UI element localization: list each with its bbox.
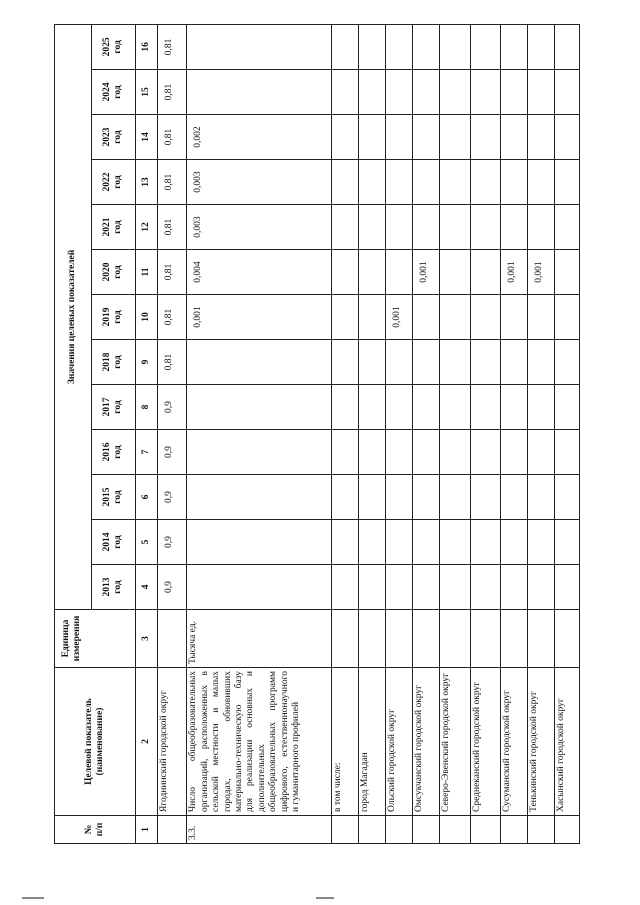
value-cell: 0,9 (158, 385, 187, 430)
value-cell (440, 295, 471, 340)
table-row (555, 24, 580, 843)
column-number: 16 (135, 24, 157, 69)
row-number: 3.3. (187, 816, 332, 844)
table-row (470, 24, 501, 843)
value-cell (528, 565, 555, 610)
row-number (359, 816, 386, 844)
table-row (413, 24, 440, 843)
value-cell (470, 430, 501, 475)
value-cell (528, 385, 555, 430)
value-cell (413, 520, 440, 565)
value-cell (386, 24, 413, 69)
header-year: 2022 год (91, 160, 135, 205)
value-cell (386, 115, 413, 160)
header-row-1 (55, 24, 92, 843)
value-cell (332, 385, 359, 430)
value-cell: 0,81 (158, 340, 187, 385)
column-number: 6 (135, 475, 157, 520)
indicators-table (54, 24, 580, 844)
value-cell (555, 295, 580, 340)
value-cell (470, 250, 501, 295)
value-cell (470, 475, 501, 520)
value-cell (187, 565, 332, 610)
value-cell (440, 160, 471, 205)
value-cell (501, 24, 528, 69)
value-cell (386, 250, 413, 295)
value-cell: 0,003 (187, 205, 332, 250)
column-number: 12 (135, 205, 157, 250)
unit-cell (528, 610, 555, 668)
value-cell (187, 385, 332, 430)
value-cell (413, 565, 440, 610)
value-cell (555, 520, 580, 565)
footer-mark-center (316, 897, 334, 899)
column-number: 4 (135, 565, 157, 610)
value-cell (332, 340, 359, 385)
value-cell: 0,9 (158, 520, 187, 565)
value-cell (555, 160, 580, 205)
value-cell (440, 565, 471, 610)
rotated-page (54, 24, 580, 844)
header-year: 2016 год (91, 430, 135, 475)
value-cell (359, 250, 386, 295)
value-cell (528, 340, 555, 385)
value-cell (187, 70, 332, 115)
value-cell: 0,002 (187, 115, 332, 160)
value-cell (528, 430, 555, 475)
value-cell: 0,81 (158, 115, 187, 160)
unit-cell (158, 610, 187, 668)
value-cell (528, 160, 555, 205)
header-year: 2015 год (91, 475, 135, 520)
value-cell (470, 24, 501, 69)
value-cell (528, 520, 555, 565)
value-cell (528, 205, 555, 250)
value-cell: 0,81 (158, 70, 187, 115)
column-number: 15 (135, 70, 157, 115)
value-cell (501, 520, 528, 565)
value-cell (501, 160, 528, 205)
value-cell: 0,81 (158, 250, 187, 295)
value-cell (413, 160, 440, 205)
unit-cell (470, 610, 501, 668)
value-cell (440, 520, 471, 565)
header-indicator: Целевой показатель (наименование) (55, 668, 136, 816)
value-cell (501, 70, 528, 115)
indicator-name: Среднеканский городской округ (470, 668, 501, 816)
value-cell (413, 295, 440, 340)
table-row (528, 24, 555, 843)
value-cell (332, 295, 359, 340)
indicator-name: Хасынский городской округ (555, 668, 580, 816)
indicator-name: Ягоднинский городской округ (158, 668, 187, 816)
header-year: 2021 год (91, 205, 135, 250)
value-cell (332, 520, 359, 565)
table-row (332, 24, 359, 843)
indicator-name: Ольский городской округ (386, 668, 413, 816)
row-number (470, 816, 501, 844)
table-row (158, 24, 187, 843)
header-year: 2013 год (91, 565, 135, 610)
column-number: 3 (135, 610, 157, 668)
value-cell (555, 250, 580, 295)
row-number (440, 816, 471, 844)
header-unit: Единица измерения (55, 610, 136, 668)
value-cell (332, 115, 359, 160)
column-number: 8 (135, 385, 157, 430)
value-cell: 0,001 (386, 295, 413, 340)
header-year: 2014 год (91, 520, 135, 565)
value-cell (359, 430, 386, 475)
unit-cell (386, 610, 413, 668)
value-cell (359, 205, 386, 250)
value-cell (528, 295, 555, 340)
indicator-name: Число общеобразовательных организаций, расположенных в сельской местности и малых городах, обновивших материально-техническую базу для реализации основных и дополнительных общеобразовательных программ цифрового, естественнонаучного и гуманитарного профилей (187, 668, 332, 816)
value-cell (528, 24, 555, 69)
value-cell (386, 340, 413, 385)
value-cell (332, 24, 359, 69)
unit-cell (555, 610, 580, 668)
header-year: 2017 год (91, 385, 135, 430)
row-number (413, 816, 440, 844)
column-number: 1 (135, 816, 157, 844)
value-cell (332, 430, 359, 475)
footer-mark-left (22, 897, 44, 899)
value-cell (470, 520, 501, 565)
table-row (359, 24, 386, 843)
value-cell (332, 205, 359, 250)
header-year: 2023 год (91, 115, 135, 160)
indicator-name: Северо-Эвенский городской округ (440, 668, 471, 816)
value-cell (332, 475, 359, 520)
value-cell (440, 385, 471, 430)
unit-cell (332, 610, 359, 668)
indicator-name: Омсукчанский городской округ (413, 668, 440, 816)
unit-cell (440, 610, 471, 668)
value-cell: 0,81 (158, 24, 187, 69)
header-year: 2024 год (91, 70, 135, 115)
column-number: 9 (135, 340, 157, 385)
value-cell (413, 70, 440, 115)
column-number: 7 (135, 430, 157, 475)
value-cell (528, 115, 555, 160)
value-cell (470, 385, 501, 430)
table-row (501, 24, 528, 843)
value-cell (555, 205, 580, 250)
value-cell (359, 520, 386, 565)
value-cell (440, 70, 471, 115)
value-cell (386, 160, 413, 205)
value-cell (413, 205, 440, 250)
value-cell (413, 385, 440, 430)
value-cell (555, 115, 580, 160)
value-cell (555, 475, 580, 520)
column-number: 13 (135, 160, 157, 205)
value-cell: 0,81 (158, 160, 187, 205)
value-cell (470, 160, 501, 205)
value-cell: 0,001 (187, 295, 332, 340)
value-cell (359, 565, 386, 610)
value-cell (501, 430, 528, 475)
row-number (501, 816, 528, 844)
value-cell: 0,001 (528, 250, 555, 295)
value-cell (555, 70, 580, 115)
table-row (187, 24, 332, 843)
value-cell (359, 160, 386, 205)
value-cell (501, 385, 528, 430)
header-num: № п/п (55, 816, 136, 844)
value-cell (359, 340, 386, 385)
table-row (440, 24, 471, 843)
value-cell (386, 205, 413, 250)
value-cell: 0,001 (501, 250, 528, 295)
value-cell (359, 70, 386, 115)
value-cell (359, 475, 386, 520)
value-cell (359, 115, 386, 160)
value-cell (470, 205, 501, 250)
value-cell (440, 430, 471, 475)
indicator-name: Сусуманский городской округ (501, 668, 528, 816)
header-values-group: Значения целевых показателей (55, 24, 92, 609)
value-cell (470, 340, 501, 385)
header-year: 2025 год (91, 24, 135, 69)
value-cell (440, 115, 471, 160)
value-cell (440, 475, 471, 520)
value-cell (359, 385, 386, 430)
value-cell (555, 24, 580, 69)
value-cell (187, 475, 332, 520)
value-cell: 0,9 (158, 565, 187, 610)
value-cell (332, 160, 359, 205)
unit-cell (501, 610, 528, 668)
value-cell (359, 295, 386, 340)
column-number: 10 (135, 295, 157, 340)
unit-cell: Тысяча ед. (187, 610, 332, 668)
value-cell (501, 475, 528, 520)
value-cell (501, 295, 528, 340)
value-cell (470, 295, 501, 340)
value-cell (413, 430, 440, 475)
unit-cell (413, 610, 440, 668)
column-number: 5 (135, 520, 157, 565)
value-cell (386, 520, 413, 565)
value-cell (187, 520, 332, 565)
value-cell (332, 565, 359, 610)
indicator-name: в том числе: (332, 668, 359, 816)
value-cell: 0,9 (158, 430, 187, 475)
value-cell (501, 565, 528, 610)
value-cell (386, 385, 413, 430)
value-cell (413, 24, 440, 69)
value-cell (386, 430, 413, 475)
value-cell: 0,003 (187, 160, 332, 205)
value-cell (187, 340, 332, 385)
value-cell (528, 70, 555, 115)
value-cell (555, 385, 580, 430)
value-cell (528, 475, 555, 520)
value-cell (332, 250, 359, 295)
value-cell (386, 475, 413, 520)
row-number (386, 816, 413, 844)
value-cell (501, 205, 528, 250)
value-cell (413, 340, 440, 385)
row-number (332, 816, 359, 844)
value-cell (555, 340, 580, 385)
value-cell (470, 565, 501, 610)
indicator-name: город Магадан (359, 668, 386, 816)
column-number-row (135, 24, 157, 843)
table-row (386, 24, 413, 843)
value-cell (386, 70, 413, 115)
value-cell (413, 475, 440, 520)
header-year: 2019 год (91, 295, 135, 340)
value-cell (501, 340, 528, 385)
value-cell (187, 24, 332, 69)
column-number: 14 (135, 115, 157, 160)
value-cell (359, 24, 386, 69)
indicator-name: Тенькинский городской округ (528, 668, 555, 816)
value-cell (440, 340, 471, 385)
value-cell (555, 565, 580, 610)
unit-cell (359, 610, 386, 668)
value-cell (440, 24, 471, 69)
column-number: 11 (135, 250, 157, 295)
column-number: 2 (135, 668, 157, 816)
value-cell (332, 70, 359, 115)
value-cell (501, 115, 528, 160)
value-cell: 0,9 (158, 475, 187, 520)
value-cell (187, 430, 332, 475)
value-cell: 0,81 (158, 295, 187, 340)
row-number (528, 816, 555, 844)
value-cell (413, 115, 440, 160)
value-cell (555, 430, 580, 475)
value-cell (386, 565, 413, 610)
value-cell: 0,001 (413, 250, 440, 295)
row-number (555, 816, 580, 844)
value-cell (470, 115, 501, 160)
row-number (158, 816, 187, 844)
value-cell (470, 70, 501, 115)
header-year: 2020 год (91, 250, 135, 295)
value-cell: 0,004 (187, 250, 332, 295)
header-year: 2018 год (91, 340, 135, 385)
value-cell (440, 205, 471, 250)
value-cell: 0,81 (158, 205, 187, 250)
value-cell (440, 250, 471, 295)
